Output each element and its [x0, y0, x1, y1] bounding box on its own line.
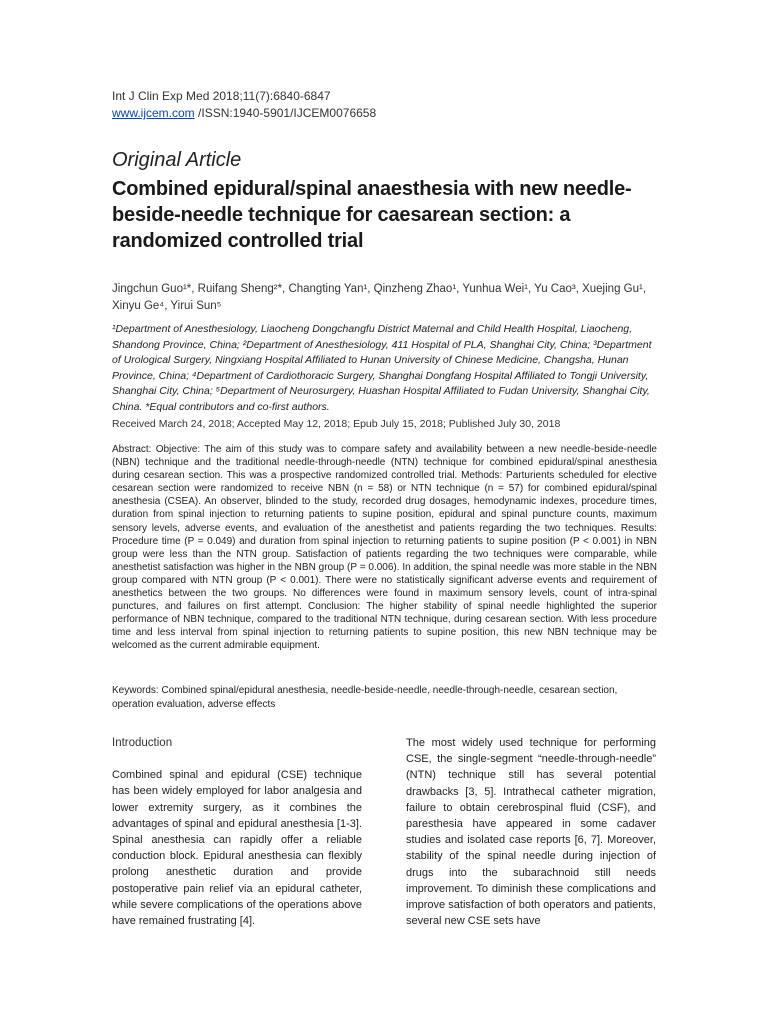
article-title: Combined epidural/spinal anaesthesia with new needle-beside-needle technique for caesarean section: a randomized controlled trial — [112, 178, 632, 252]
keywords-label: Keywords: — [112, 685, 159, 696]
publication-dates: Received March 24, 2018; Accepted May 12, 2018; Epub July 15, 2018; Published July 30, 2018 — [112, 418, 561, 430]
section-heading-introduction: Introduction — [112, 737, 173, 749]
journal-citation: Int J Clin Exp Med 2018;11(7):6840-6847 — [112, 89, 331, 103]
abstract — [112, 443, 657, 653]
journal-website-link[interactable]: www.ijcem.com — [112, 106, 195, 120]
journal-header — [112, 88, 376, 122]
abstract-label: Abstract: — [112, 444, 152, 455]
journal-identifiers — [112, 105, 376, 122]
abstract-text: Objective: The aim of this study was to compare safety and availability between a new needle-beside-needle (NBN) technique and the traditional needle-through-needle (NTN) technique for combined epidural/spinal anesthesia during cesarean section. This was a prospective randomized controlled trial. Methods: Parturients scheduled for elective cesarean section were randomized to receive NBN (n = 58) or NTN technique (n = 57) for combined epidural/spinal anesthesia (CSEA). An observer, blinded to the study, recorded drug dosages, hemodynamic indexes, procedure times, duration from spinal injection to returning patients to supine position, epidural and spinal puncture counts, maximum sensory levels, adverse events, and evaluation of the anesthetist and patients regarding the two techniques. Results: Procedure time (P = 0.049) and duration from spinal injection to returning patients to supine position (P < 0.001) in NBN group were less than the NTN group. Satisfaction of patients regarding the two techniques were comparable, while anesthetist satisfaction was higher in the NBN group (P = 0.006). In addition, the spinal needle was more stable in the NBN group compared with NTN group (P < 0.001). There were no statistically significant adverse events and requirement of anesthetics between the two groups. No differences were found in maximum sensory levels, count of intra-spinal punctures, and failures on first attempt. Conclusion: The higher stability of spinal needle highlighted the superior performance of NBN technique, compared to the traditional NTN technique, during cesarean section. With less procedure time and less interval from spinal injection to returning patients to supine position, this new NBN technique may be welcomed as the current admirable equipment. — [112, 444, 657, 652]
body-paragraph: Combined spinal and epidural (CSE) technique has been widely employed for labor analgesia and lower extremity surgery, as it combines the advantages of spinal and epidural anesthesia [1-3]. Spinal anesthesia can rapidly offer a reliable conduction block. Epidural anesthesia can flexibly prolong anesthetic duration and provide postoperative pain relief via an epidural catheter, while severe complications of the operations above have remained frustrating [4]. — [112, 769, 362, 928]
author-list: Jingchun Guo¹*, Ruifang Sheng²*, Changting Yan¹, Qinzheng Zhao¹, Yunhua Wei¹, Yu Cao³, Xuejing Gu¹, Xinyu Ge⁴, Yirui Sun⁵ — [112, 283, 647, 312]
affiliations: ¹Department of Anesthesiology, Liaocheng Dongchangfu District Maternal and Child Health Hospital, Liaocheng, Shandong Province, China; ²Department of Anesthesiology, 411 Hospital of PLA, Shanghai City, China; ³Department of Urological Surgery, Ningxiang Hospital Affiliated to Hunan University of Chinese Medicine, Changsha, Hunan Province, China; ⁴Department of Cardiothoracic Surgery, Shanghai Dongfang Hospital Affiliated to Tongji University, Shanghai City, China; ⁵Department of Neurosurgery, Huashan Hospital Affiliated to Fudan University, Shanghai City, China. *Equal contributors and co-first authors. — [112, 323, 652, 413]
body-column-right — [406, 735, 656, 929]
article-type: Original Article — [112, 149, 242, 171]
journal-issn: /ISSN:1940-5901/IJCEM0076658 — [194, 106, 377, 120]
body-column-left — [112, 735, 362, 929]
keywords — [112, 684, 657, 712]
body-paragraph: The most widely used technique for performing CSE, the single-segment “needle-through-needle” (NTN) technique still has several potential drawbacks [3, 5]. Intrathecal catheter migration, failure to obtain cerebrospinal fluid (CSF), and paresthesia have appeared in some cadaver studies and isolated case reports [6, 7]. Moreover, stability of the spinal needle during injection of drugs into the subarachnoid still needs improvement. To diminish these complications and improve satisfaction of both operators and patients, several new CSE sets have — [406, 737, 656, 928]
keywords-text: Combined spinal/epidural anesthesia, needle-beside-needle, needle-through-needle, cesarean section, operation evaluation, adverse effects — [112, 685, 618, 710]
